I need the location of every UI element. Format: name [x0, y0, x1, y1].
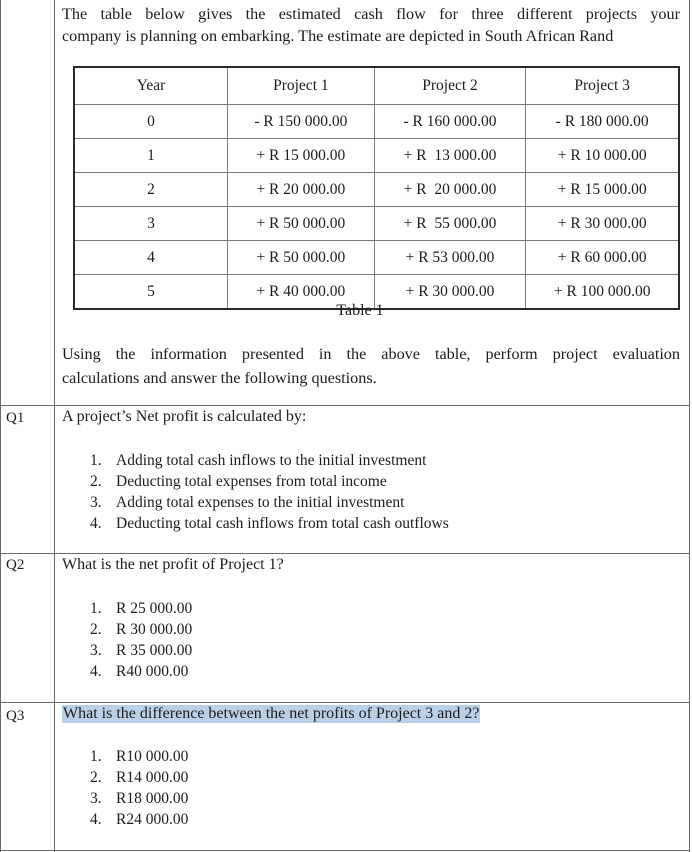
header-project-2: Project 2 [374, 67, 526, 105]
list-item[interactable]: 4. R40 000.00 [90, 663, 189, 680]
list-item[interactable]: 3. R 35 000.00 [90, 642, 193, 659]
options-list-q1 [90, 450, 449, 534]
question-label-q3: Q3 [6, 708, 25, 724]
cell-project-3: + R 30 000.00 [526, 207, 679, 241]
list-item[interactable]: 3. R18 000.00 [90, 790, 189, 807]
table-row [74, 105, 679, 139]
cell-year: 0 [74, 105, 228, 139]
cell-project-3: + R 10 000.00 [526, 139, 679, 173]
question-label-q1: Q1 [6, 410, 25, 426]
cell-project-1: + R 50 000.00 [228, 241, 375, 275]
table-caption: Table 1 [336, 302, 384, 319]
list-item[interactable]: 1. Adding total cash inflows to the initial investment [90, 452, 427, 469]
table-row [74, 139, 679, 173]
cell-year: 3 [74, 207, 228, 241]
cell-year: 5 [74, 275, 228, 310]
cell-project-1: + R 50 000.00 [228, 207, 375, 241]
cell-year: 4 [74, 241, 228, 275]
list-item[interactable]: 1. R 25 000.00 [90, 600, 193, 617]
cell-project-2: + R 30 000.00 [374, 275, 526, 310]
options-list-q2 [90, 598, 192, 682]
cell-project-2: + R 20 000.00 [374, 173, 526, 207]
cell-project-3: + R 15 000.00 [526, 173, 679, 207]
cell-project-2: + R 53 000.00 [374, 241, 526, 275]
row-divider-q2 [0, 553, 690, 554]
list-item[interactable]: 4. R24 000.00 [90, 811, 189, 828]
row-divider-q3 [0, 702, 690, 703]
list-item[interactable]: 3. Adding total expenses to the initial investment [90, 494, 405, 511]
list-item[interactable]: 2. R14 000.00 [90, 769, 189, 786]
header-year: Year [74, 67, 228, 105]
cell-project-2: - R 160 000.00 [374, 105, 526, 139]
list-item[interactable]: 4. Deducting total cash inflows from total cash outflows [90, 515, 449, 532]
instruction-paragraph [62, 342, 680, 390]
cell-project-1: - R 150 000.00 [228, 105, 375, 139]
cell-year: 2 [74, 173, 228, 207]
table-header-row [74, 67, 679, 105]
intro-line-1: The table below gives the estimated cash flow for three different projects your [62, 5, 680, 23]
list-item[interactable]: 2. Deducting total expenses from total income [90, 473, 387, 490]
frame-label-column-border [54, 0, 55, 852]
instruction-line-2: calculations and answer the following questions. [62, 369, 377, 387]
table-row [74, 207, 679, 241]
intro-line-2: company is planning on embarking. The estimate are depicted in South African Rand [62, 27, 614, 45]
list-item[interactable]: 2. R 30 000.00 [90, 621, 193, 638]
cell-year: 1 [74, 139, 228, 173]
instruction-line-1: Using the information presented in the above table, perform project evaluation [62, 345, 680, 363]
frame-right-border [689, 0, 690, 852]
cell-project-3: - R 180 000.00 [526, 105, 679, 139]
cell-project-3: + R 100 000.00 [526, 275, 679, 310]
table-row [74, 173, 679, 207]
question-text-q1: A project’s Net profit is calculated by: [62, 408, 307, 425]
intro-paragraph [62, 3, 680, 47]
cell-project-2: + R 55 000.00 [374, 207, 526, 241]
row-divider-q1 [0, 405, 690, 406]
question-text-q2: What is the net profit of Project 1? [62, 556, 284, 573]
frame-left-border [0, 0, 1, 852]
header-project-1: Project 1 [228, 67, 375, 105]
cell-project-2: + R 13 000.00 [374, 139, 526, 173]
options-list-q3 [90, 746, 188, 830]
question-label-q2: Q2 [6, 557, 25, 573]
table-row [74, 241, 679, 275]
cell-project-1: + R 20 000.00 [228, 173, 375, 207]
cash-flow-table [73, 66, 680, 310]
cell-project-1: + R 40 000.00 [228, 275, 375, 310]
frame-bottom-border [0, 850, 690, 851]
cell-project-3: + R 60 000.00 [526, 241, 679, 275]
header-project-3: Project 3 [526, 67, 679, 105]
cell-project-1: + R 15 000.00 [228, 139, 375, 173]
question-text-q3-highlighted[interactable]: What is the difference between the net profits of Project 3 and 2? [63, 705, 480, 722]
list-item[interactable]: 1. R10 000.00 [90, 748, 189, 765]
